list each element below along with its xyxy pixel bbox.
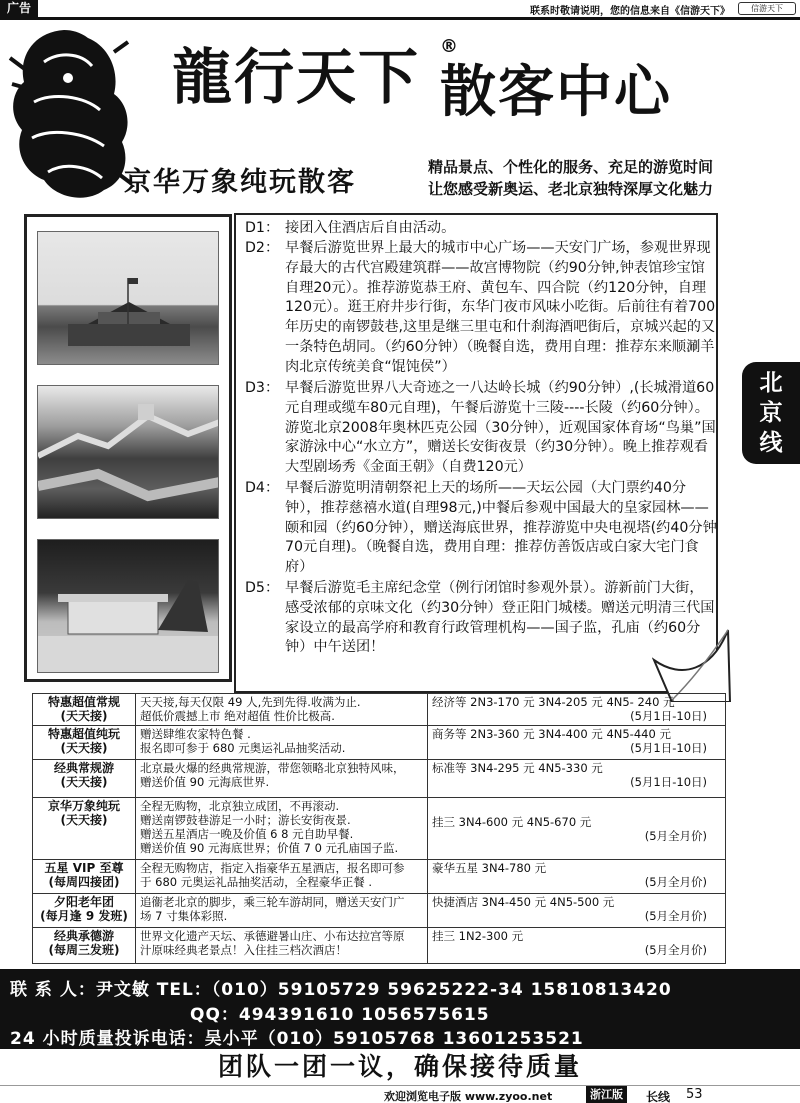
quality-slogan: 团队一团一议，确保接待质量 bbox=[217, 1052, 582, 1081]
day-text: 接团入住酒店后自由活动。 bbox=[285, 220, 456, 236]
tiananmen-photo bbox=[37, 231, 219, 365]
day-label: D2： bbox=[245, 240, 280, 256]
product-name: 京华万象纯玩 (天天接) bbox=[33, 798, 136, 860]
product-desc: 全程无购物，北京独立成团，不再滚动. 赠送南锣鼓巷游足一小时；游长安街夜景. 赠送五星酒店一晚及价值 6 8 元自助早餐. 赠送价值 90 元海底世界；价值 7 0 元孔庙国子监. bbox=[136, 798, 428, 860]
contact-line-qq: QQ：494391610 1056575615 bbox=[190, 1005, 490, 1025]
brand-calligraphy: 龍行天下 bbox=[172, 43, 420, 113]
product-name: 夕阳老年团 (每月逢 9 发班) bbox=[33, 894, 136, 928]
photo-column bbox=[24, 214, 232, 682]
publication-logo: 信游天下 bbox=[738, 2, 796, 15]
table-row bbox=[33, 726, 726, 760]
table-row bbox=[33, 860, 726, 894]
table-row bbox=[33, 894, 726, 928]
product-price: 快捷酒店 3N4-450 元 4N5-500 元 (5月全月价) bbox=[428, 894, 726, 928]
top-strip bbox=[0, 0, 800, 20]
product-desc: 世界文化遗产天坛、承德避暑山庄、小布达拉宫等原 汁原味经典老景点！入住挂三档次酒店！ bbox=[136, 928, 428, 964]
product-price: 标准等 3N4-295 元 4N5-330 元 (5月1日-10日) bbox=[428, 760, 726, 798]
contact-line-complaint: 24 小时质量投诉电话：吴小平（010）59105768 13601253521 bbox=[10, 1029, 584, 1049]
product-price: 挂三 3N4-600 元 4N5-670 元 (5月全月价) bbox=[428, 798, 726, 860]
footer bbox=[0, 1085, 800, 1103]
route-tab bbox=[742, 362, 800, 464]
table-row bbox=[33, 694, 726, 726]
sub-banner: 京华万象纯玩散客 bbox=[124, 167, 356, 198]
day-label: D1： bbox=[245, 220, 280, 236]
product-desc: 全程无购物店，指定入指豪华五星酒店，报名即可参 于 680 元奥运礼品抽奖活动，全程豪华正餐 . bbox=[136, 860, 428, 894]
itinerary-box bbox=[234, 213, 718, 693]
route-tab-char: 京 bbox=[759, 400, 783, 426]
product-desc: 天天接,每天仅限 49 人,先到先得.收满为止. 超低价震撼上市 绝对超值 性价比极高. bbox=[136, 694, 428, 726]
product-desc: 北京最火爆的经典常规游，带您领略北京独特风味， 赠送价值 90 元海底世界. bbox=[136, 760, 428, 798]
product-name: 经典常规游 (天天接) bbox=[33, 760, 136, 798]
slogan-line-1: 精品景点、个性化的服务、充足的游览时间 bbox=[428, 158, 714, 176]
section-label: 长线 bbox=[646, 1090, 671, 1103]
day-label: D3： bbox=[245, 380, 280, 396]
page-title: 散客中心 bbox=[440, 60, 672, 125]
product-name: 五星 VIP 至尊 (每周四接团) bbox=[33, 860, 136, 894]
product-desc: 赠送肆维农家特色餐 . 报名即可参于 680 元奥运礼品抽奖活动. bbox=[136, 726, 428, 760]
route-tab-char: 北 bbox=[759, 370, 783, 396]
top-note: 联系时敬请说明，您的信息来自《信游天下》 bbox=[530, 6, 730, 17]
product-name: 特惠超值常规 (天天接) bbox=[33, 694, 136, 726]
price-table bbox=[32, 693, 726, 964]
product-price: 豪华五星 3N4-780 元 (5月全月价) bbox=[428, 860, 726, 894]
table-row bbox=[33, 760, 726, 798]
product-desc: 追衞老北京的脚步，乘三轮车游胡同，赠送天安门广 场 7 寸集体彩照. bbox=[136, 894, 428, 928]
page-number: 53 bbox=[686, 1087, 703, 1102]
registered-mark: ® bbox=[440, 36, 458, 57]
table-row bbox=[33, 928, 726, 964]
great-wall-photo bbox=[37, 385, 219, 519]
product-name: 经典承德游 (每周三发班) bbox=[33, 928, 136, 964]
day-text: 早餐后游览毛主席纪念堂（例行闭馆时参观外景）。游新前门大街，感受浓郁的京味文化（约30分钟）登正阳门城楼。赠送元明清三代国家设立的最高学府和教育行政管理机构——国子监，孔庙（约60分钟）中午送团！ bbox=[285, 580, 715, 656]
contact-bar bbox=[0, 969, 800, 1049]
contact-line-phone: 联 系 人：尹文敏 TEL：（010）59105729 59625222-34 15810813420 bbox=[10, 980, 672, 1000]
day-text: 早餐后游览世界上最大的城市中心广场——天安门广场，参观世界现存最大的古代宫殿建筑群——故宫博物院（约90分钟,钟表馆珍宝馆自理20元）。推荐游览恭王府、黄包车、四合院（约120分钟，自理120元）。逛王府井步行街，东华门夜市风味小吃街。后前往有着700年历史的南锣鼓巷,这里是继三里屯和什刹海酒吧街后，京城兴起的又一条特色胡同。（约60分钟）（晚餐自选，费用自理：推荐东来顺涮羊肉北京传统美食“馄饨侯”） bbox=[285, 240, 716, 375]
product-price: 挂三 1N2-300 元 (5月全月价) bbox=[428, 928, 726, 964]
day-label: D4： bbox=[245, 480, 280, 496]
product-name: 特惠超值纯玩 (天天接) bbox=[33, 726, 136, 760]
edition-badge: 浙江版 bbox=[586, 1086, 627, 1103]
dragon-icon bbox=[4, 22, 134, 212]
route-tab-char: 线 bbox=[759, 430, 783, 456]
day-text: 早餐后游览明清朝祭祀上天的场所——天坛公园（大门票约40分钟），推荐慈禧水道(自理98元,)中餐后参观中国最大的皇家园林——颐和园（约60分钟），赠送海底世界，推荐游览中央电视塔(约40分钟70元自理)。（晚餐自选，费用自理：推荐仿善饭店或白家大宅门食府） bbox=[285, 480, 717, 576]
slogan-line-2: 让您感受新奥运、老北京独特深厚文化魅力 bbox=[428, 180, 714, 198]
mausoleum-photo bbox=[37, 539, 219, 673]
slogan bbox=[428, 156, 713, 200]
product-price: 商务等 2N3-360 元 3N4-400 元 4N5-440 元 (5月1日-10日) bbox=[428, 726, 726, 760]
ad-tag: 广告 bbox=[0, 0, 38, 17]
page-curl-icon bbox=[652, 610, 732, 702]
footer-note: 欢迎浏览电子版 www.zyoo.net bbox=[384, 1090, 553, 1103]
product-price: 经济等 2N3-170 元 3N4-205 元 4N5- 240 元 (5月1日-10日) bbox=[428, 694, 726, 726]
day-text: 早餐后游览世界八大奇迹之一八达岭长城（约90分钟）,(长城滑道60元自理或缆车80元自理)，午餐后游览十三陵----长陵（约60分钟）。游览北京2008年奥林匹克公园（30分钟），近观国家体育场“鸟巢”国家游泳中心“水立方”，赠送长安街夜景（约30分钟）。晚上推荐观看大型剧场秀《金面王朝》（自费120元） bbox=[285, 380, 716, 476]
day-label: D5： bbox=[245, 580, 280, 596]
table-row bbox=[33, 798, 726, 860]
